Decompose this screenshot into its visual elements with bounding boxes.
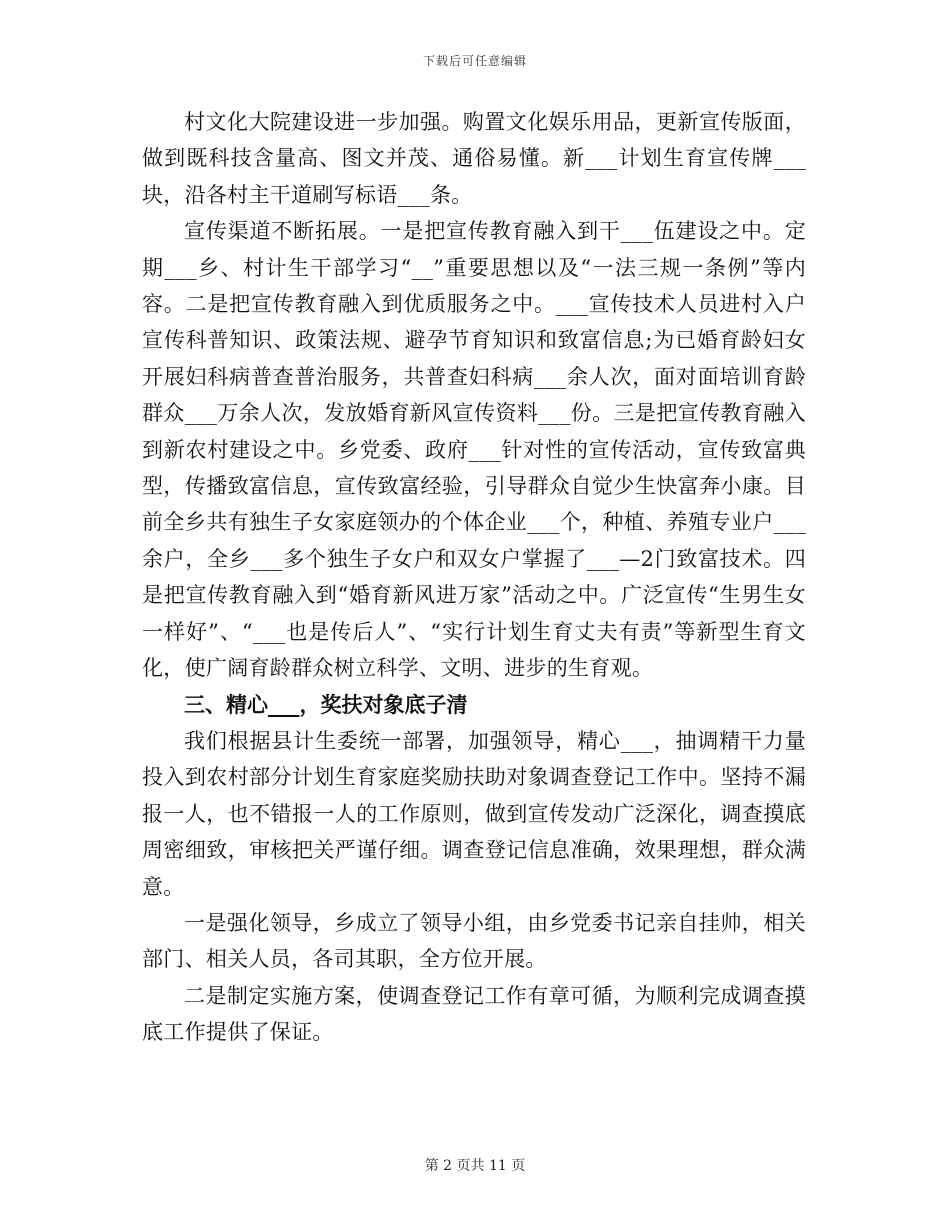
paragraph-publicity-channels: 宣传渠道不断拓展。一是把宣传教育融入到干___伍建设之中。定期___乡、村计生干部学习“__”重要思想以及“一法三规一条例”等内容。二是把宣传教育融入到优质服务之中。___宣传技术人员进村入户宣传科普知识、政策法规、避孕节育知识和致富信息;为已婚育龄妇女开展妇科病普查普治服务，共普查妇科病___余人次，面对面培训育龄群众___万余人次，发放婚育新风宣传资料___份。三是把宣传教育融入到新农村建设之中。乡党委、政府___针对性的宣传活动，宣传致富典型，传播致富信息，宣传致富经验，引导群众自觉少生快富奔小康。目前全乡共有独生子女家庭领办的个体企业___个，种植、养殖专业户___余户，全乡___多个独生子女户和双女户掌握了___—2门致富技术。四是把宣传教育融入到“婚育新风进万家”活动之中。广泛宣传“生男生女一样好”、“___也是传后人”、“实行计划生育丈夫有责”等新型生育文化，使广阔育龄群众树立科学、文明、进步的生育观。 [142,219,806,681]
document-body [142,104,806,1051]
section-heading: 三、精心___，奖扶对象底子清 [184,691,468,717]
paragraph-cultural-courtyard: 村文化大院建设进一步加强。购置文化娱乐用品，更新宣传版面，做到既科技含量高、图文并茂、通俗易懂。新___计划生育宣传牌___块，沿各村主干道刷写标语___条。 [142,110,806,207]
page-header: 下载后可任意编辑 [422,54,527,68]
page-number-footer: 第 2 页共 11 页 [424,1158,526,1174]
paragraph-implementation-plan: 二是制定实施方案，使调查登记工作有章可循，为顺利完成调查摸底工作提供了保证。 [142,983,806,1045]
paragraph-survey-registration: 我们根据县计生委统一部署，加强领导，精心___，抽调精干力量投入到农村部分计划生育家庭奖励扶助对象调查登记工作中。坚持不漏报一人，也不错报一人的工作原则，做到宣传发动广泛深化，调查摸底周密细致，审核把关严谨仔细。调查登记信息准确，效果理想，群众满意。 [142,728,806,899]
paragraph-strengthen-leadership: 一是强化领导，乡成立了领导小组，由乡党委书记亲自挂帅，相关部门、相关人员，各司其职，全方位开展。 [142,910,806,972]
